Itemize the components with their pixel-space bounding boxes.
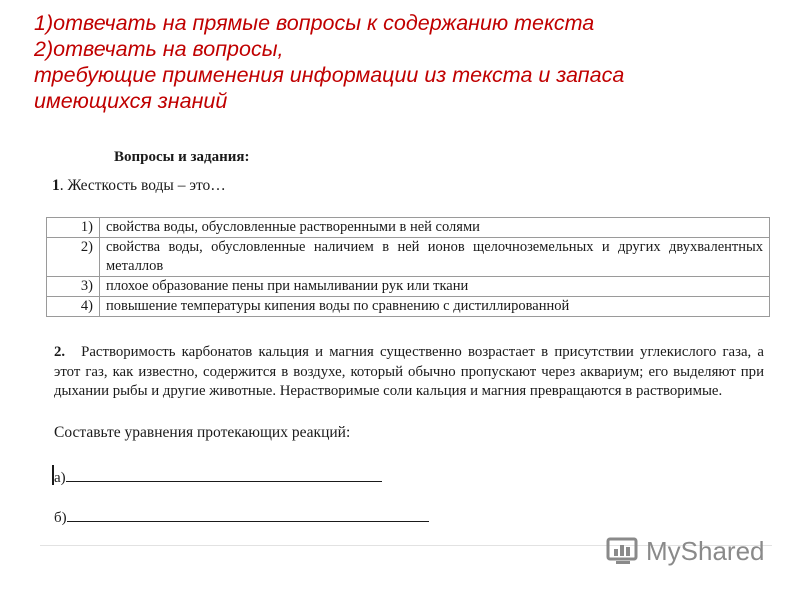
title-line-2: 2)отвечать на вопросы, xyxy=(34,37,284,61)
option-number: 2) xyxy=(47,238,100,277)
watermark-text: MyShared xyxy=(646,536,765,566)
answer-options-table xyxy=(46,217,770,317)
question-1 xyxy=(52,177,226,195)
doc-heading: Вопросы и задания: xyxy=(114,149,250,165)
table-row xyxy=(47,297,770,317)
question-2-text: Растворимость карбонатов кальция и магния существенно возрастает в присутствии углекислого газа, а этот газ, как известно, содержится в воздухе, который обычно пропускают через аквариум; его выделяют при дыхании рыбы и другие животные. Нерастворимые соли кальция и магния превращаются в растворимые. xyxy=(54,344,764,399)
question-2-number: 2. xyxy=(54,344,66,360)
answer-line-b xyxy=(54,507,429,527)
option-text: свойства воды, обусловленные наличием в ней ионов щелочноземельных и других двухвалентных металлов xyxy=(100,238,770,277)
option-text: плохое образование пены при намыливании рук или ткани xyxy=(100,277,770,297)
myshared-logo-icon xyxy=(606,537,640,567)
title-line-3: требующие применения информации из текста и запаса xyxy=(34,63,625,87)
question-1-number: 1 xyxy=(52,177,60,194)
title-line-4: имеющихся знаний xyxy=(34,89,228,113)
table-row xyxy=(47,238,770,277)
question-1-text: . Жесткость воды – это… xyxy=(59,177,226,194)
option-number: 4) xyxy=(47,297,100,317)
answer-line-a xyxy=(54,467,382,487)
slide-title xyxy=(34,10,774,114)
answer-b-label: б) xyxy=(54,510,67,526)
answer-b-blank xyxy=(67,507,429,522)
option-text: повышение температуры кипения воды по сравнению с дистиллированной xyxy=(100,297,770,317)
table-row xyxy=(47,218,770,238)
option-text: свойства воды, обусловленные растворенными в ней солями xyxy=(100,218,770,238)
watermark xyxy=(606,536,765,567)
answer-a-blank xyxy=(66,467,382,482)
table-row xyxy=(47,277,770,297)
question-2 xyxy=(54,343,764,402)
option-number: 3) xyxy=(47,277,100,297)
answer-a-label: а) xyxy=(54,470,66,486)
title-line-1: 1)отвечать на прямые вопросы к содержанию текста xyxy=(34,11,595,35)
option-number: 1) xyxy=(47,218,100,238)
question-2-task: Составьте уравнения протекающих реакций: xyxy=(54,424,351,441)
